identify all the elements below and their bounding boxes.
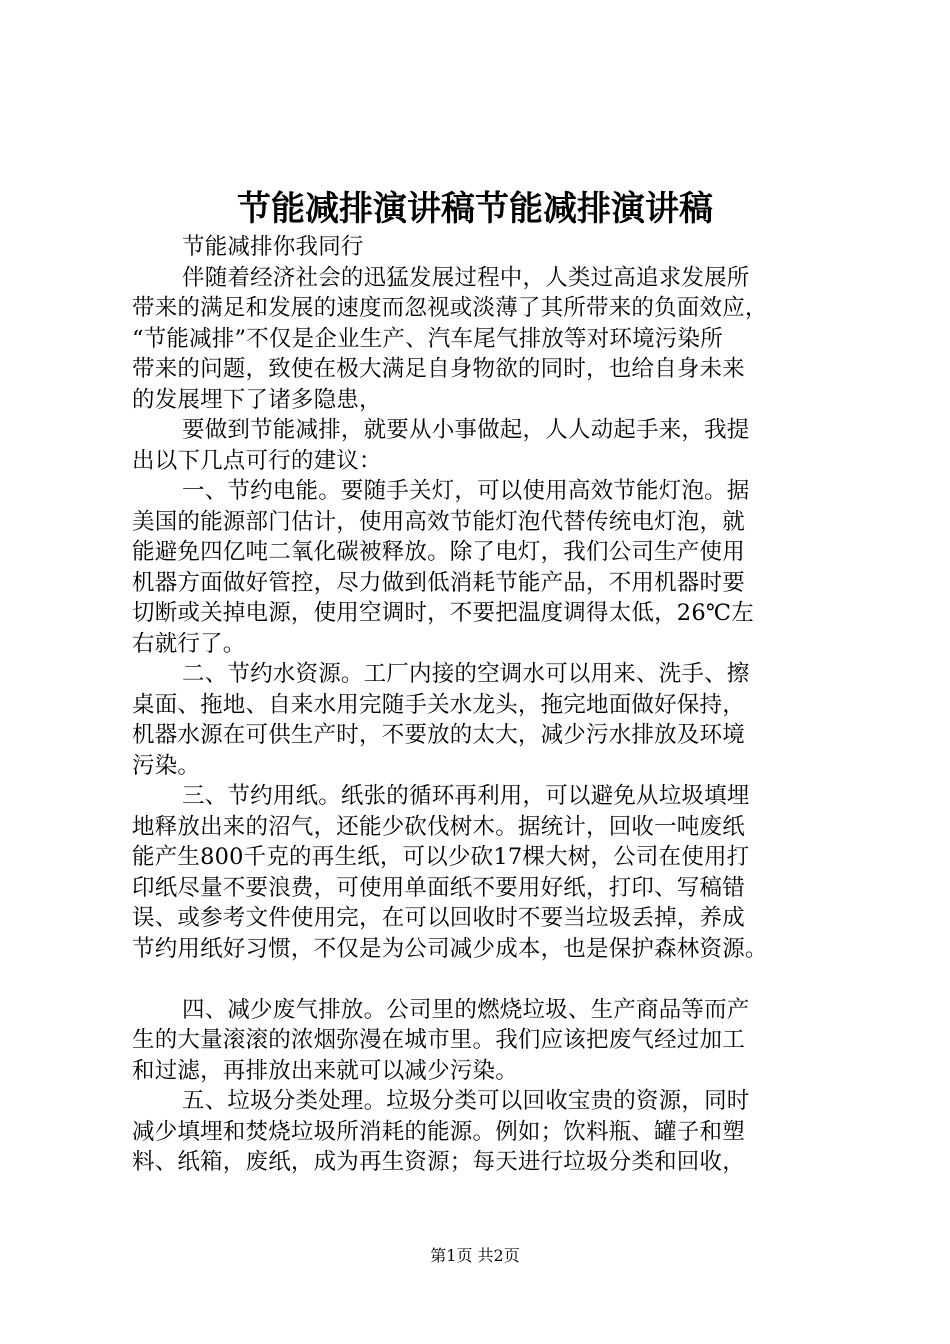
paragraph-line: 生的大量滚滚的浓烟弥漫在城市里。我们应该把废气经过加工: [132, 1027, 745, 1053]
paragraph-line: 的发展埋下了诸多隐患，: [132, 386, 382, 413]
paragraph-line: 机器方面做好管控，尽力做到低消耗节能产品，不用机器时要: [132, 569, 745, 596]
paragraph-line: 印纸尽量不要浪费，可使用单面纸不要用好纸，打印、写稿错: [132, 874, 745, 901]
subtitle: 节能减排你我同行: [182, 234, 364, 260]
document-title: 节能减排演讲稿节能减排演讲稿: [237, 189, 713, 229]
paragraph-line: 误、或参考文件使用完，在可以回收时不要当垃圾丢掉，养成: [132, 905, 745, 931]
paragraph-line: 右就行了。: [132, 630, 246, 657]
paragraph-line: 能避免四亿吨二氧化碳被释放。除了电灯，我们公司生产使用: [132, 539, 745, 565]
paragraph-line: 能产生800千克的再生纸，可以少砍17棵大树，公司在使用打: [132, 844, 750, 870]
paragraph-line: 要做到节能减排，就要从小事做起，人人动起手来，我提: [182, 417, 750, 443]
paragraph-line: 一、节约电能。要随手关灯，可以使用高效节能灯泡。据: [182, 478, 750, 504]
paragraph-line: 带来的问题，致使在极大满足自身物欲的同时，也给自身未来: [132, 356, 745, 382]
page-indicator: 第1页 共2页: [430, 1246, 520, 1265]
paragraph-spacer: [132, 964, 832, 995]
paragraph-line: 带来的满足和发展的速度而忽视或淡薄了其所带来的负面效应，: [132, 295, 768, 321]
paragraph-line: 出以下几点可行的建议：: [132, 447, 382, 474]
paragraph-line: 二、节约水资源。工厂内接的空调水可以用来、洗手、擦: [182, 661, 750, 687]
paragraph-line: 污染。: [132, 752, 201, 779]
paragraph-line: “节能减排”不仅是企业生产、汽车尾气排放等对环境污染所: [132, 325, 723, 352]
paragraph-line: 地释放出来的沼气，还能少砍伐树木。据统计，回收一吨废纸: [132, 813, 745, 840]
paragraph-line: 美国的能源部门估计，使用高效节能灯泡代替传统电灯泡，就: [132, 508, 745, 535]
paragraph-line: 切断或关掉电源，使用空调时，不要把温度调得太低，26℃左: [132, 600, 754, 626]
paragraph-line: 五、垃圾分类处理。垃圾分类可以回收宝贵的资源，同时: [182, 1088, 750, 1114]
paragraph-line: 节约用纸好习惯，不仅是为公司减少成本，也是保护森林资源。: [132, 935, 768, 962]
paragraph-line: 伴随着经济社会的迅猛发展过程中，人类过高追求发展所: [182, 264, 750, 291]
paragraph-line: 减少填埋和焚烧垃圾所消耗的能源。例如；饮料瓶、罐子和塑: [132, 1118, 745, 1145]
paragraph-line: 料、纸箱，废纸，成为再生资源；每天进行垃圾分类和回收，: [132, 1149, 745, 1175]
paragraph-line: 四、减少废气排放。公司里的燃烧垃圾、生产商品等而产: [182, 996, 750, 1023]
document-body: [132, 232, 832, 1178]
paragraph-line: 和过滤，再排放出来就可以减少污染。: [132, 1057, 518, 1084]
paragraph-line: 桌面、拖地、自来水用完随手关水龙头，拖完地面做好保持，: [132, 691, 745, 718]
paragraph-line: 机器水源在可供生产时，不要放的太大，减少污水排放及环境: [132, 722, 745, 748]
paragraph-line: 三、节约用纸。纸张的循环再利用，可以避免从垃圾填埋: [182, 783, 750, 809]
